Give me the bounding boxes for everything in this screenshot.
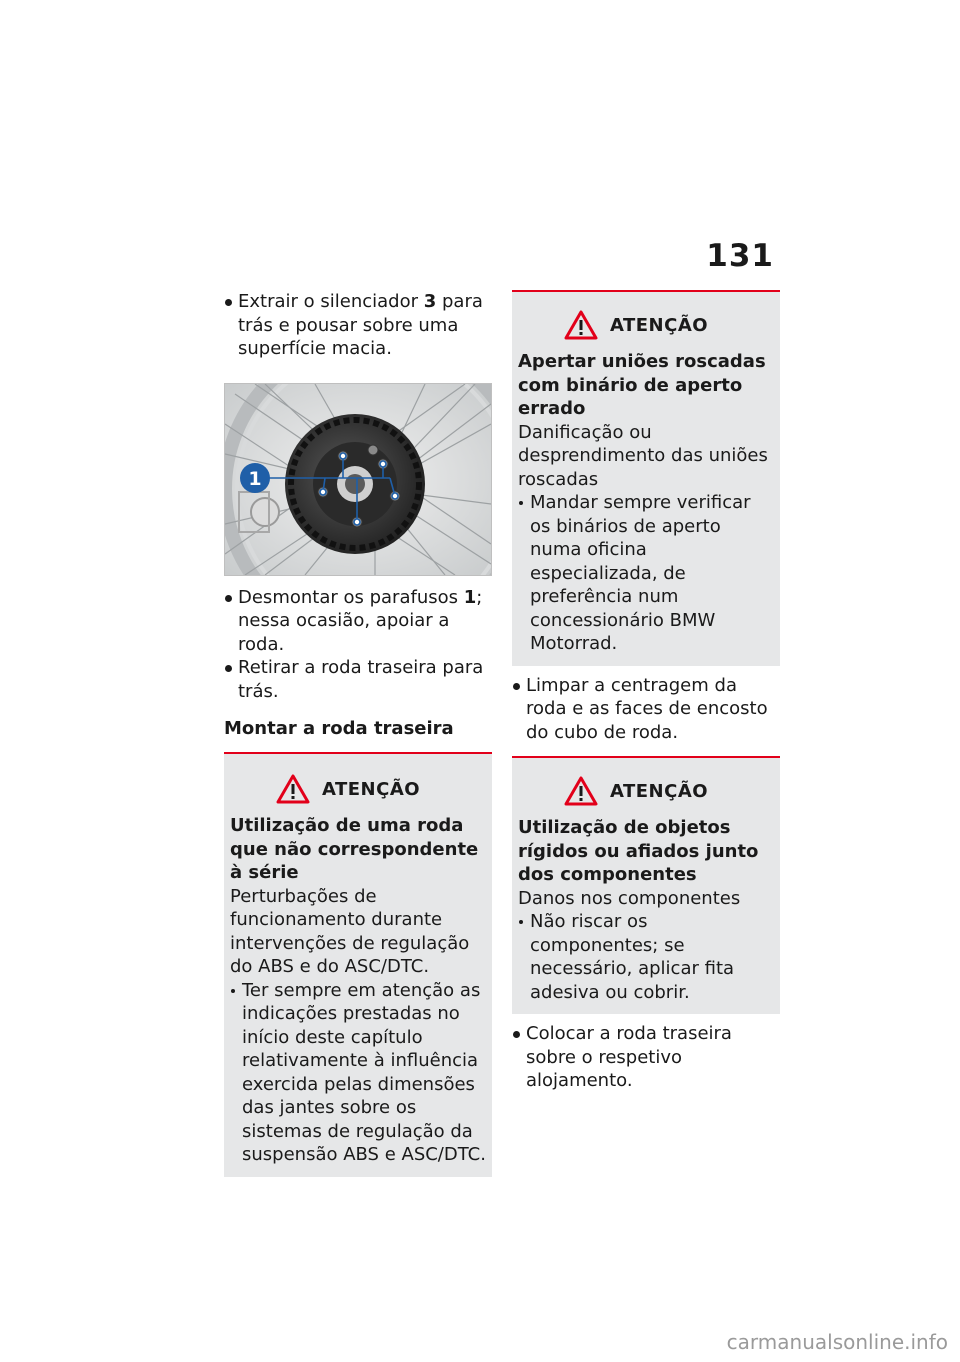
warning-measure: Não riscar os componentes; se necessário, aplicar fita adesiva ou cobrir.: [518, 910, 774, 1004]
warning-triangle-icon: [564, 776, 598, 806]
ref-number: 1: [463, 586, 477, 608]
warning-effect: Danificação ou desprendimento das uniões roscadas: [518, 421, 768, 490]
warning-cause: Utilização de objetos rígidos ou afiados junto dos componentes: [518, 817, 759, 885]
wheel-hub-photo: [224, 383, 492, 576]
warning-header: [518, 776, 774, 806]
warning-cause: Apertar uniões roscadas com binário de aperto errado: [518, 351, 766, 419]
right-column: [512, 290, 780, 1093]
ref-number: 3: [423, 291, 437, 312]
step-remove-bolts: Desmontar os parafusos 1; nessa ocasião, apoiar a roda.: [224, 586, 492, 657]
left-column: [224, 290, 492, 1177]
warning-effect: Danos nos componentes: [518, 887, 741, 909]
warning-title: ATENÇÃO: [321, 778, 421, 800]
warning-title: ATENÇÃO: [609, 780, 709, 802]
step-clean-centering: Limpar a centragem da roda e as faces de encosto do cubo de roda.: [512, 674, 780, 745]
warning-triangle-icon: [564, 310, 598, 340]
section-heading: Montar a roda traseira: [224, 718, 454, 739]
page-number: 131: [706, 238, 774, 274]
warning-box: [512, 756, 780, 1014]
warning-triangle-icon: [276, 774, 310, 804]
step-extract-silencer: Extrair o silenciador 3 para trás e pousar sobre uma superfície macia.: [224, 290, 492, 361]
warning-box: [512, 290, 780, 666]
warning-measure: Ter sempre em atenção as indicações prestadas no início deste capítulo relativamente à influência exercida pelas dimensões das jantes sobre os sistemas de regulação da suspensão ABS e ASC/DTC.: [230, 979, 486, 1167]
watermark: carmanualsonline.info: [726, 1330, 948, 1354]
warning-title: ATENÇÃO: [609, 314, 709, 336]
step-remove-wheel: Retirar a roda traseira para trás.: [224, 656, 492, 703]
warning-cause: Utilização de uma roda que não correspondente à série: [230, 815, 479, 883]
warning-measure: Mandar sempre verificar os binários de aperto numa oficina especializada, de preferência num concessionário BMW Motorrad.: [518, 491, 774, 656]
step-place-wheel: Colocar a roda traseira sobre o respetivo alojamento.: [512, 1022, 780, 1093]
warning-effect: Perturbações de funcionamento durante intervenções de regulação do ABS e do ASC/DTC.: [230, 885, 470, 977]
warning-header: [230, 774, 486, 804]
callout-label: 1: [248, 467, 262, 490]
warning-box: [224, 752, 492, 1177]
warning-header: [518, 310, 774, 340]
